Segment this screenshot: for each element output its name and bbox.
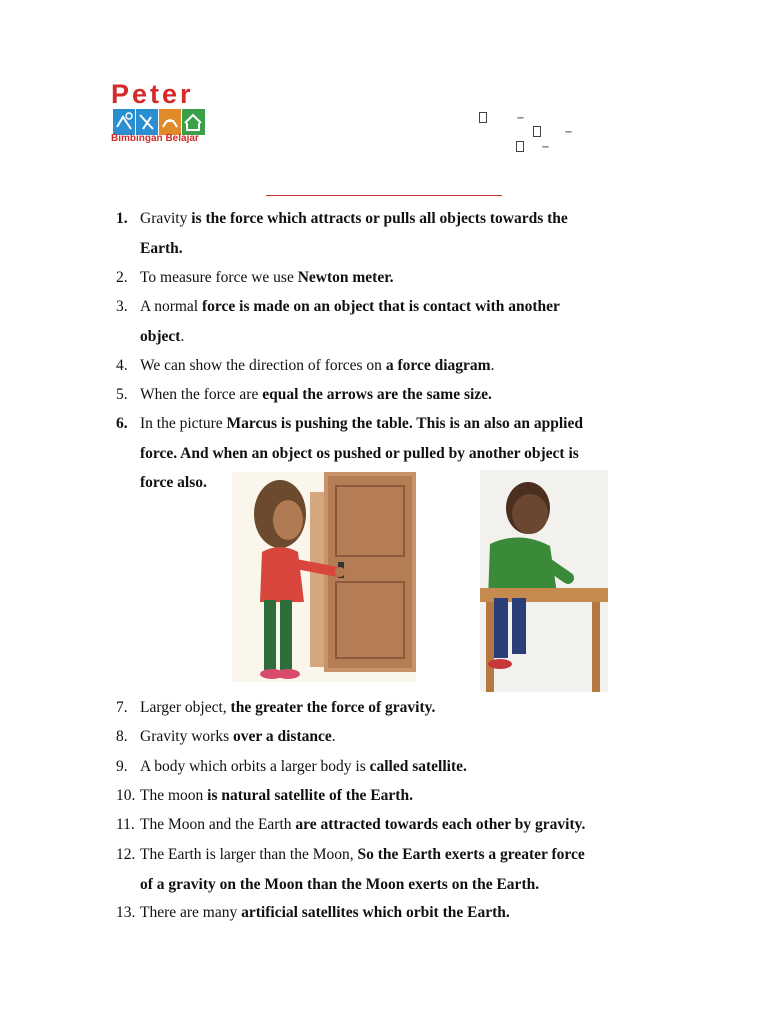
header-mark-3 (516, 141, 550, 153)
item-number: 4. (116, 357, 128, 374)
logo-tiles-icon (113, 109, 205, 135)
item-number: 6. (116, 415, 128, 432)
item-number: 1. (116, 210, 128, 227)
item-text-run: Marcus is pushing the table. This is an also an applied (226, 415, 583, 432)
item-text-run: Earth. (140, 239, 183, 257)
item-text-run: are attracted towards each other by gravity. (295, 816, 586, 833)
title-underline (266, 195, 502, 196)
item-text-run: To measure force we use (140, 269, 298, 286)
header-dash-1: − (516, 112, 525, 124)
peter-logo (111, 79, 211, 148)
item-text-run: artificial satellites which orbit the Earth. (241, 904, 510, 921)
item-text (140, 234, 676, 264)
item-text-run: Newton meter. (297, 269, 394, 286)
item-text-run: The Earth is larger than the Moon, (140, 846, 358, 863)
item-number: 12. (116, 846, 136, 863)
item-text-run: force. And when an object os pushed or pulled by another object is (140, 444, 579, 462)
item-number: 9. (116, 758, 128, 775)
item-text-run: Gravity works (140, 728, 233, 745)
item-text-run: equal the arrows are the same size. (262, 386, 492, 403)
item-text-run: . (180, 327, 185, 345)
header-mark-2 (533, 126, 573, 138)
girl-opening-door-illustration (232, 472, 416, 682)
item-text-run: In the picture (140, 415, 227, 432)
item-text-run: Gravity (140, 210, 192, 227)
item-text-run: When the force are (140, 386, 263, 403)
box-icon (516, 141, 524, 152)
item-text (140, 351, 676, 381)
item-number: 3. (116, 298, 128, 315)
item-text (140, 292, 676, 322)
boy-pushing-table-illustration (480, 470, 608, 692)
item-text (140, 781, 676, 811)
item-text-run: . (490, 357, 495, 374)
item-text-run: over a distance (233, 728, 332, 745)
item-text-run: force is made on an object that is contact with another (202, 298, 560, 315)
item-text (140, 752, 676, 782)
box-icon (533, 126, 541, 137)
item-text-run: is the force which attracts or pulls all objects towards the (191, 210, 568, 227)
item-text (140, 380, 676, 410)
item-text-run: of a gravity on the Moon than the Moon exerts on the Earth. (140, 875, 540, 893)
item-text-run: Larger object, (140, 699, 231, 716)
item-text-run: is natural satellite of the Earth. (207, 787, 413, 804)
item-text-run: a force diagram (385, 357, 491, 374)
item-text (140, 898, 676, 928)
item-text-run: There are many (140, 904, 242, 921)
item-text (140, 439, 676, 469)
item-text-run: force also. (140, 474, 207, 491)
item-number: 8. (116, 728, 128, 745)
item-text (140, 693, 676, 723)
item-number: 10. (116, 787, 136, 804)
item-number: 2. (116, 269, 128, 286)
header-dash-3: − (541, 141, 550, 153)
logo-wordmark: Peter (111, 79, 194, 109)
item-text-run: The Moon and the Earth (140, 816, 296, 833)
header-dash-2: − (564, 126, 573, 138)
item-text-run: the greater the force of gravity. (230, 699, 436, 716)
item-text (140, 870, 676, 900)
item-text (140, 810, 676, 840)
item-number: 5. (116, 386, 128, 403)
item-text-run: A body which orbits a larger body is (140, 758, 370, 775)
item-text-run: So the Earth exerts a greater force (357, 846, 585, 863)
item-text (140, 409, 676, 439)
item-text-run: We can show the direction of forces on (140, 357, 386, 374)
box-icon (479, 112, 487, 123)
item-text-run: The moon (140, 787, 208, 804)
item-text (140, 322, 676, 352)
item-text-run: object (140, 327, 181, 345)
item-text-run: A normal (140, 298, 202, 315)
item-text (140, 722, 676, 752)
item-number: 13. (116, 904, 136, 921)
item-text (140, 840, 676, 870)
item-text-run: . (331, 728, 336, 745)
header-mark-1 (479, 112, 525, 124)
item-number: 7. (116, 699, 128, 716)
item-number: 11. (116, 816, 135, 833)
item-text (140, 263, 676, 293)
item-text-run: called satellite. (369, 758, 467, 775)
logo-subtitle: Bimbingan Belajar (111, 133, 199, 144)
item-text (140, 204, 676, 234)
